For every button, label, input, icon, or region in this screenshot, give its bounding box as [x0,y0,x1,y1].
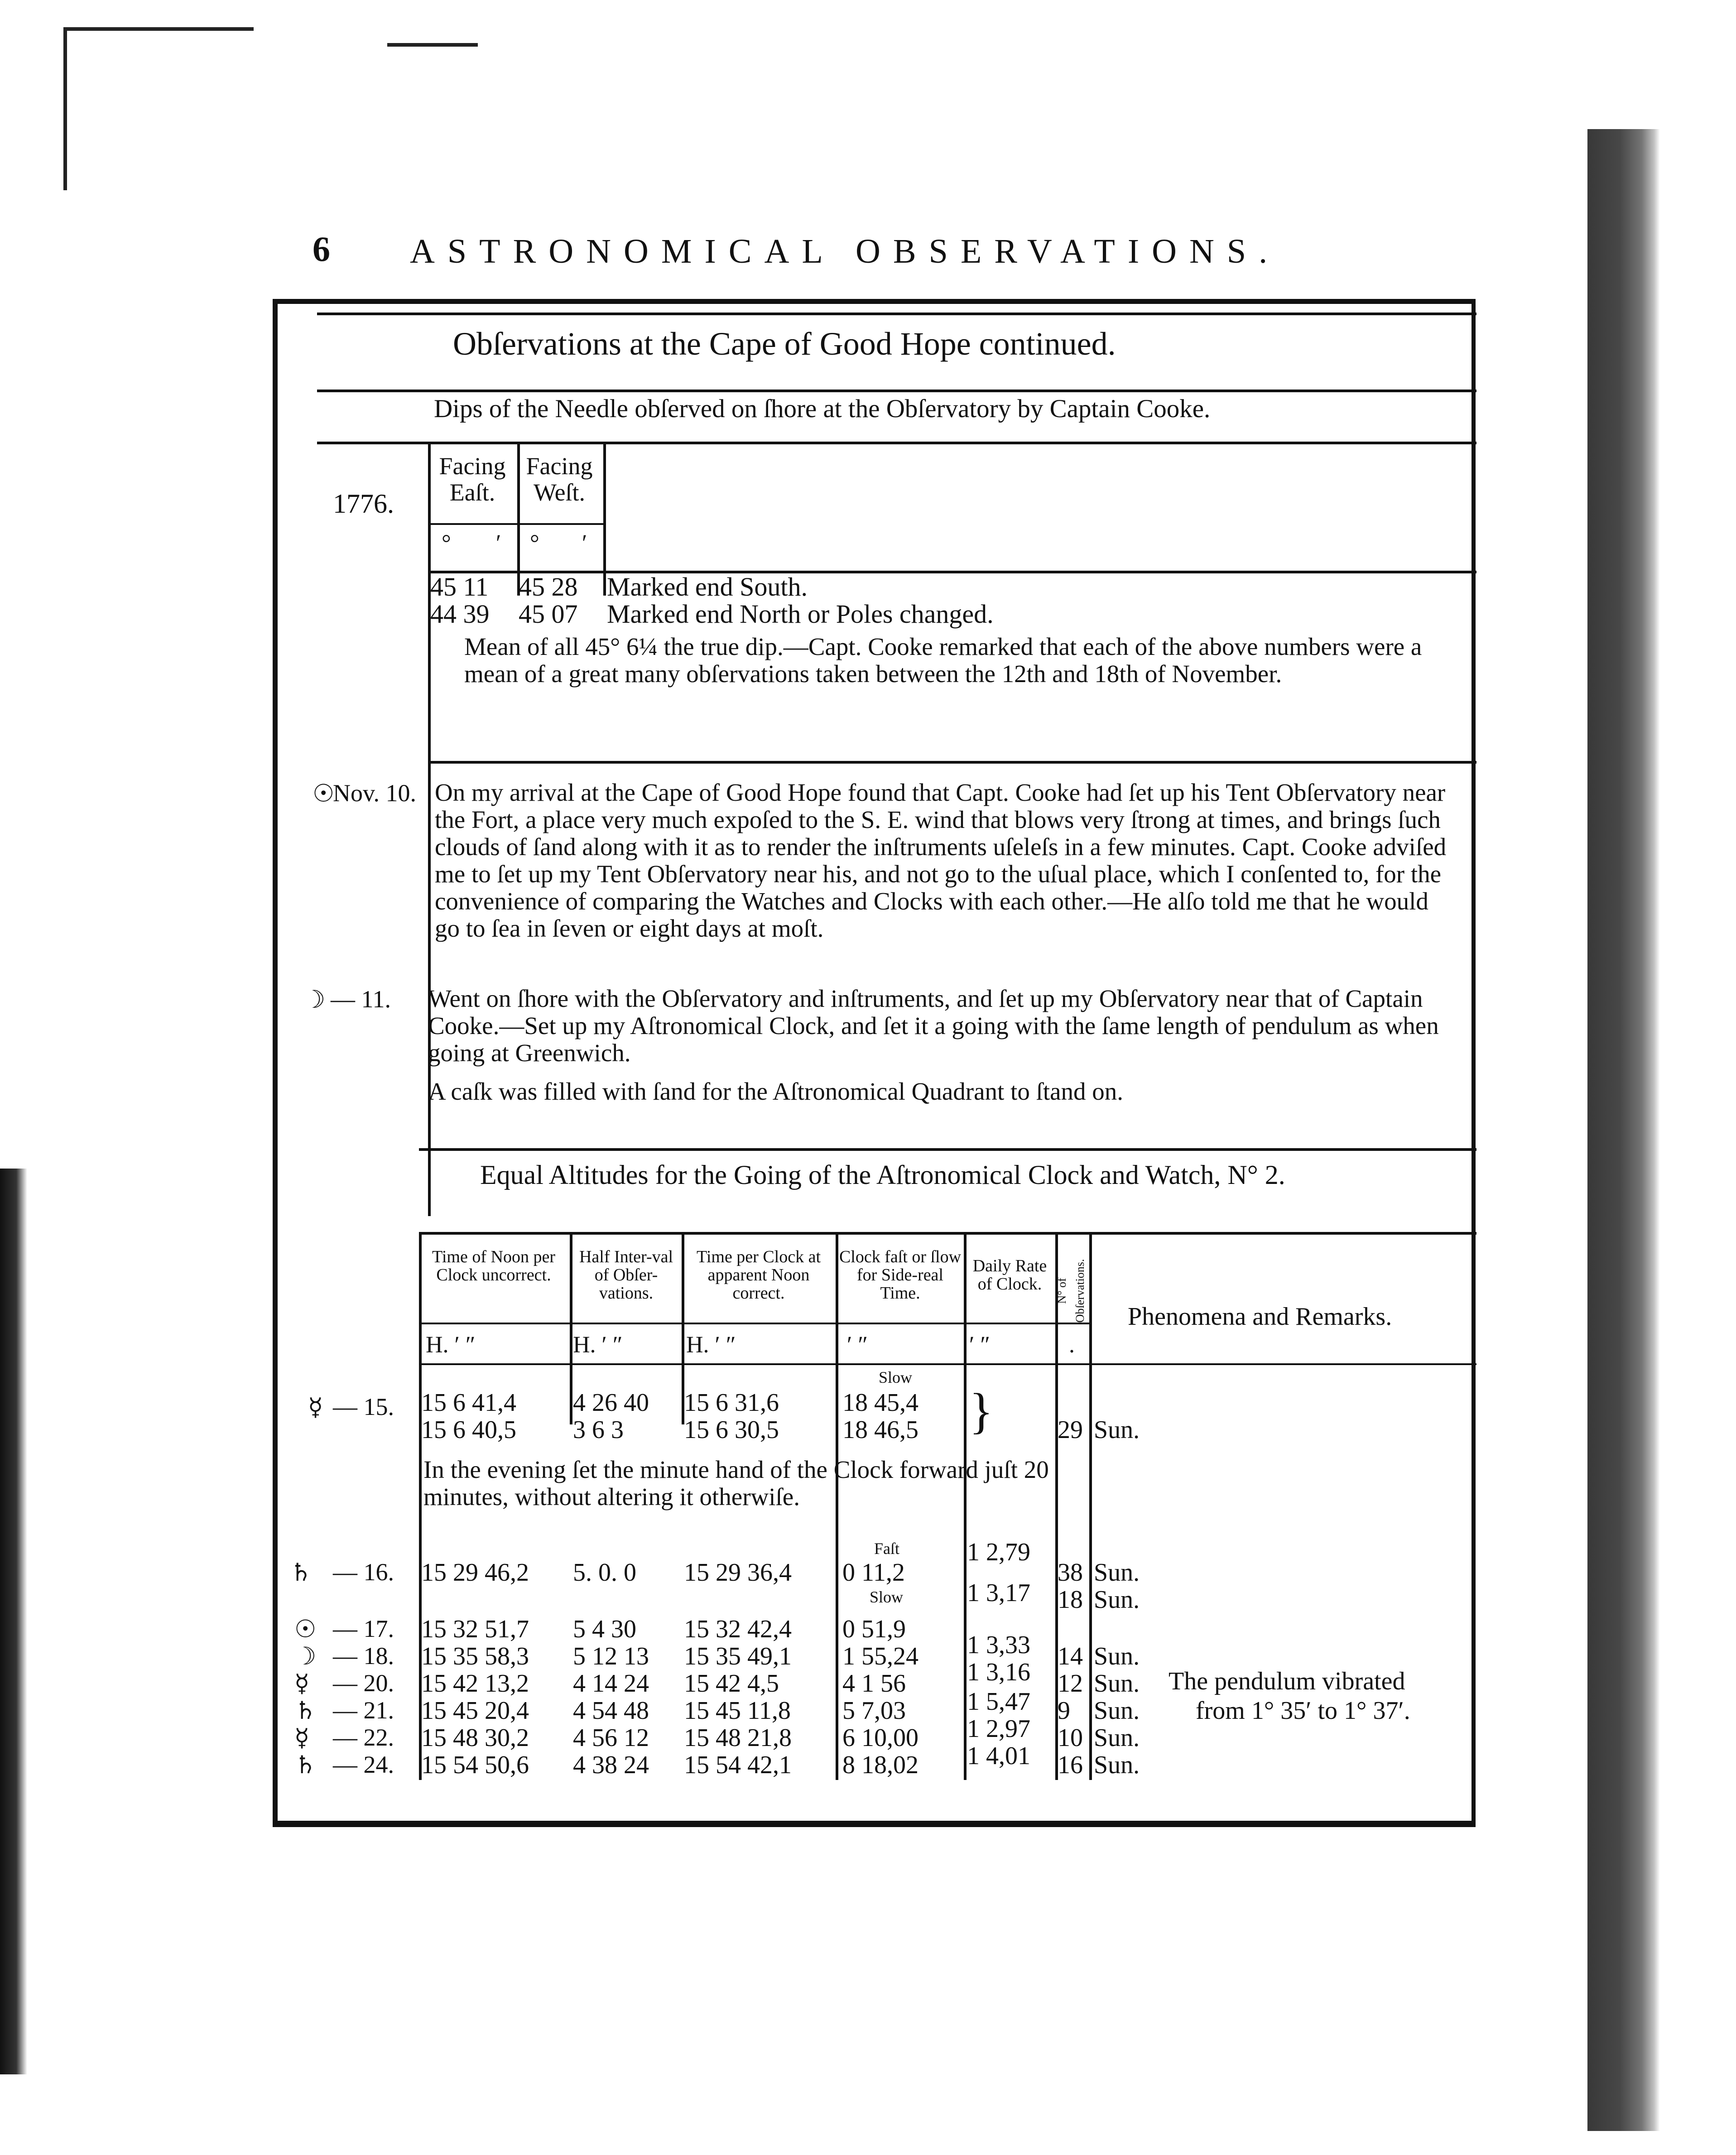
remark: Sun. [1094,1416,1140,1444]
daily-rate: 1 3,17 [967,1579,1030,1607]
col-half-interval: Half Inter-val of Obſer-vations. [579,1247,673,1303]
observation-count: 38 [1058,1559,1083,1587]
slow-label: Slow [879,1368,913,1386]
clock-fast-slow: 1 55,24 [842,1642,918,1670]
remark: Sun. [1094,1642,1140,1670]
time-correct: 15 48 21,8 [684,1724,792,1752]
half-interval: 4 54 48 [573,1697,649,1725]
unit-h-m-s: H. ′ ″ [426,1332,476,1358]
pendulum-note-line2: from 1° 35′ to 1° 37′. [1196,1697,1410,1725]
page-number: 6 [313,229,330,269]
mercury-symbol: ☿ [308,1394,323,1421]
mercury-symbol: ☿ [294,1724,310,1751]
clock-fast-slow: 0 11,2 [842,1559,905,1587]
top-mark [387,43,478,47]
rule [603,442,606,596]
observation-count: 9 [1058,1697,1070,1725]
rule [428,523,605,525]
noon-time: 15 45 20,4 [421,1697,529,1725]
scan-edge-shadow-right [1587,129,1660,2131]
corner-mark [63,27,67,190]
half-interval: 5. 0. 0 [573,1559,636,1587]
remark: Sun. [1094,1697,1140,1725]
observation-count: 14 [1058,1642,1083,1670]
mercury-symbol: ☿ [294,1670,310,1697]
rule [419,1148,1476,1151]
row-date: — 20. [333,1669,394,1697]
half-interval: 3 6 3 [573,1416,624,1444]
rule [570,1232,572,1424]
observation-count: 29 [1058,1416,1083,1444]
half-interval: 5 4 30 [573,1615,636,1643]
sun-symbol: ☉ [294,1616,317,1643]
col-daily-rate: Daily Rate of Clock. [972,1256,1047,1294]
dip-west: 45 07 [519,599,578,629]
unit-minute: ′ [582,530,587,556]
noon-time: 15 42 13,2 [421,1669,529,1698]
observation-count: 10 [1058,1724,1083,1752]
col-time-correct: Time per Clock at apparent Noon correct. [696,1247,821,1303]
evening-note: In the evening ſet the minute hand of the Clock forward juſt 20 minutes, without altering it otherwiſe. [423,1456,1049,1510]
unit-dot: . [1069,1332,1075,1358]
journal-entry: A caſk was filled with ſand for the Aſtronomical Quadrant to ſtand on. [428,1078,1124,1105]
row-date: — 17. [333,1615,394,1642]
dip-mean-note: Mean of all 45° 6¼ the true dip.—Capt. Cooke remarked that each of the above numbers were a mean of a great many obſervations taken between the 12th and 18th of November. [464,633,1422,688]
saturn-symbol: ♄ [290,1559,312,1586]
col-facing-east: Facing Eaſt. [439,452,506,506]
time-correct: 15 32 42,4 [684,1615,792,1643]
unit-degree: ° [442,530,451,556]
clock-fast-slow: 8 18,02 [842,1751,918,1779]
unit-minute: ′ [496,530,501,556]
half-interval: 4 56 12 [573,1724,649,1752]
col-number-of-observations: N° of Obſervations. [1055,1259,1087,1323]
row-date: — 15. [333,1393,394,1420]
clock-fast-slow: 0 51,9 [842,1615,906,1643]
unit-h-m-s: H. ′ ″ [686,1332,736,1358]
noon-time: 15 48 30,2 [421,1724,529,1752]
unit-degree: ° [530,530,539,556]
observation-count: 18 [1058,1586,1083,1614]
sun-symbol: ☉ [313,780,335,807]
time-correct: 15 6 31,6 [684,1389,779,1417]
dip-east: 44 39 [430,599,490,629]
slow-label: Slow [870,1588,904,1606]
time-correct: 15 54 42,1 [684,1751,792,1779]
equal-altitudes-title: Equal Altitudes for the Going of the Aſtronomical Clock and Watch, N° 2. [480,1160,1285,1190]
journal-entry: On my arrival at the Cape of Good Hope found that Capt. Cooke had ſet up his Tent Obſervatory near the Fort, a place very much expoſed to the S. E. wind that blows very ſtrong at times, and brings ſuch clouds of ſand along with it as to render the inſtruments uſeleſs in a few minutes. Capt. Cooke adviſed me to ſet up my Tent Obſervatory near his, and not go to the uſual place, which I conſented to, for the convenience of comparing the Watches and Clocks with each other.—He alſo told me that he would go to ſea in ſeven or eight days at moſt. [435,779,1447,942]
unit-h-m-s: H. ′ ″ [573,1332,623,1358]
col-facing-west: Facing Weſt. [526,452,593,506]
clock-fast-slow: 5 7,03 [842,1697,906,1725]
fast-label: Faſt [874,1539,900,1558]
running-title: ASTRONOMICAL OBSERVATIONS. [410,232,1280,270]
time-correct: 15 42 4,5 [684,1669,779,1698]
dip-west: 45 28 [519,572,578,601]
daily-rate: 1 2,79 [967,1538,1030,1566]
row-date: — 22. [333,1724,394,1751]
corner-mark-top [63,27,254,31]
time-correct: 15 45 11,8 [684,1697,791,1725]
col-time-of-noon: Time of Noon per Clock uncorrect. [432,1247,555,1284]
col-clock-fast-slow: Clock faſt or ſlow for Side-real Time. [839,1247,962,1303]
remark: Sun. [1094,1559,1140,1587]
rule [428,571,1476,573]
half-interval: 4 38 24 [573,1751,649,1779]
rule [428,761,1476,764]
clock-fast-slow: 6 10,00 [842,1724,918,1752]
dip-remark: Marked end North or Poles changed. [607,599,994,629]
row-date: — 24. [333,1751,394,1778]
half-interval: 5 12 13 [573,1642,649,1670]
daily-rate: 1 3,16 [967,1658,1030,1686]
main-title: Obſervations at the Cape of Good Hope continued. [453,326,1116,362]
brace-icon: } [969,1383,993,1438]
rule [419,1232,1476,1235]
pendulum-note-line1: The pendulum vibrated [1169,1667,1405,1695]
unit-m-s: ′ ″ [847,1332,868,1358]
row-date: — 18. [333,1642,394,1669]
year: 1776. [333,489,394,519]
journal-date: — 11. [331,986,391,1013]
clock-fast-slow: 18 46,5 [842,1416,918,1444]
saturn-symbol: ♄ [294,1697,317,1724]
noon-time: 15 6 40,5 [421,1416,516,1444]
noon-time: 15 54 50,6 [421,1751,529,1779]
rule-bottom [273,1821,1476,1823]
journal-entry: Went on ſhore with the Obſervatory and inſtruments, and ſet up my Obſervatory near that of Captain Cooke.—Set up my Aſtronomical Clock, and ſet it a going with the ſame length of pendulum as when going at Greenwich. [428,985,1439,1067]
noon-time: 15 6 41,4 [421,1389,516,1417]
saturn-symbol: ♄ [294,1751,317,1779]
scan-edge-shadow-left [0,1169,27,2074]
remark: Sun. [1094,1586,1140,1614]
time-correct: 15 29 36,4 [684,1559,792,1587]
moon-symbol: ☽ [303,986,326,1013]
daily-rate: 1 3,33 [967,1631,1030,1659]
noon-time: 15 29 46,2 [421,1559,529,1587]
clock-fast-slow: 4 1 56 [842,1669,906,1698]
daily-rate: 1 4,01 [967,1742,1030,1770]
dip-remark: Marked end South. [607,572,808,601]
noon-time: 15 32 51,7 [421,1615,529,1643]
observation-count: 12 [1058,1669,1083,1698]
daily-rate: 1 2,97 [967,1715,1030,1743]
rule [317,313,1476,315]
remark: Sun. [1094,1724,1140,1752]
col-phenomena: Phenomena and Remarks. [1128,1303,1392,1331]
noon-time: 15 35 58,3 [421,1642,529,1670]
unit-m-s: ′ ″ [969,1332,991,1358]
journal-date: Nov. 10. [333,779,416,807]
row-date: — 16. [333,1559,394,1586]
dip-east: 45 11 [430,572,489,601]
moon-symbol: ☽ [294,1643,317,1670]
half-interval: 4 14 24 [573,1669,649,1698]
rule [419,1323,1089,1324]
remark: Sun. [1094,1669,1140,1698]
half-interval: 4 26 40 [573,1389,649,1417]
clock-fast-slow: 18 45,4 [842,1389,918,1417]
rule [419,1363,1476,1365]
remark: Sun. [1094,1751,1140,1779]
dips-subtitle: Dips of the Needle obſerved on ſhore at the Obſervatory by Captain Cooke. [434,394,1211,423]
row-date: — 21. [333,1697,394,1724]
time-correct: 15 35 49,1 [684,1642,792,1670]
daily-rate: 1 5,47 [967,1688,1030,1716]
rule [317,442,1476,444]
time-correct: 15 6 30,5 [684,1416,779,1444]
rule [1089,1232,1092,1780]
rule [317,390,1476,392]
observation-count: 16 [1058,1751,1083,1779]
